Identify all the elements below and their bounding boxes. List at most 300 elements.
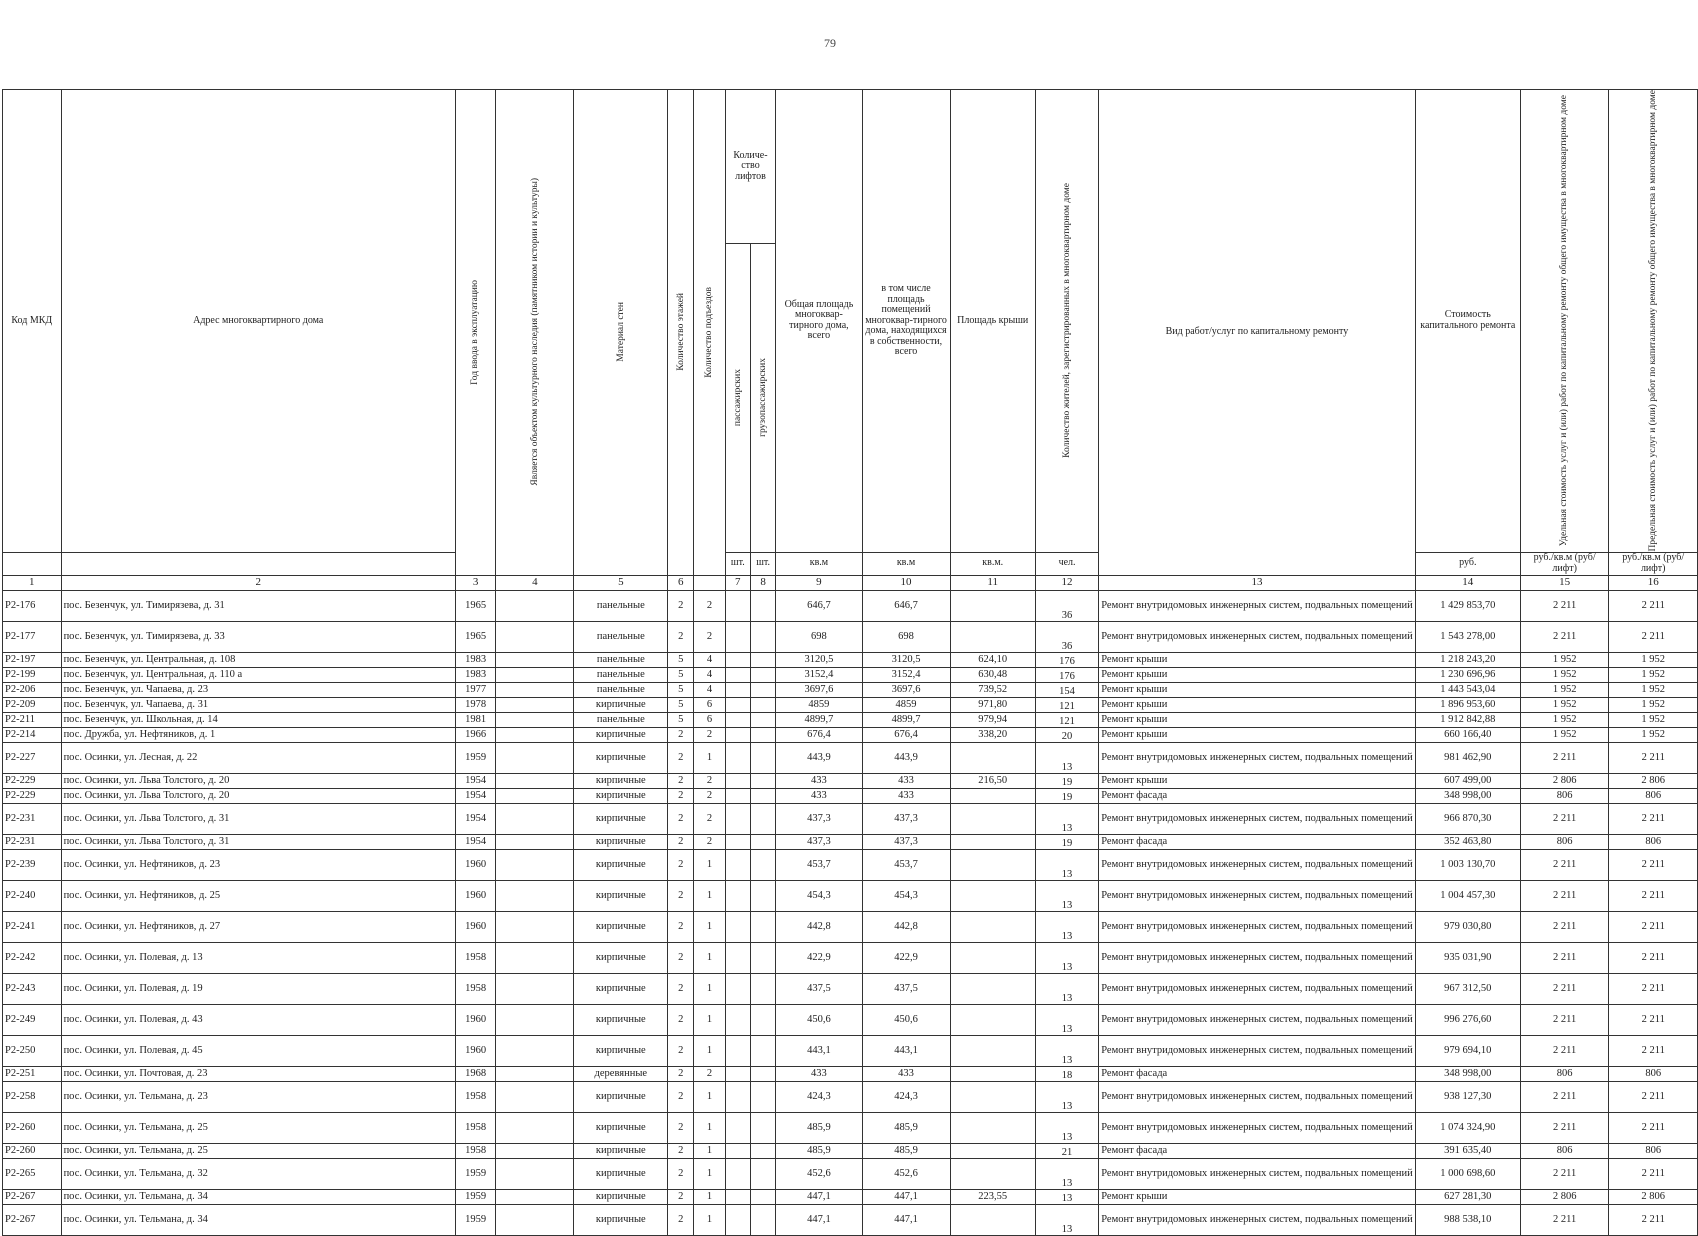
cell-lifts-passenger — [725, 652, 750, 667]
cell-entrances: 2 — [694, 803, 725, 834]
cell-unit-cost: 1 952 — [1520, 682, 1609, 697]
cell-cost: 1 000 698,60 — [1415, 1158, 1520, 1189]
cell-floors: 2 — [668, 911, 694, 942]
header-lifts: Количе-ство лифтов — [725, 90, 776, 244]
cell-address: пос. Безенчук, ул. Центральная, д. 108 — [61, 652, 455, 667]
cell-cost: 979 694,10 — [1415, 1035, 1520, 1066]
cell-work-type: Ремонт внутридомовых инженерных систем, подвальных помещений — [1099, 973, 1416, 1004]
cell-year: 1958 — [455, 1112, 495, 1143]
cell-roof-area — [950, 621, 1035, 652]
cell-floors: 2 — [668, 1158, 694, 1189]
cell-total-area: 437,5 — [776, 973, 862, 1004]
table-row — [3, 1204, 1698, 1235]
cell-work-type: Ремонт фасада — [1099, 788, 1416, 803]
cell-total-area: 3120,5 — [776, 652, 862, 667]
cell-residents: 13 — [1035, 1204, 1098, 1235]
cell-address: пос. Безенчук, ул. Чапаева, д. 23 — [61, 682, 455, 697]
unit-roof-area: кв.м. — [950, 552, 1035, 575]
cell-roof-area — [950, 803, 1035, 834]
cell-cost: 1 074 324,90 — [1415, 1112, 1520, 1143]
cell-address: пос. Осинки, ул. Полевая, д. 45 — [61, 1035, 455, 1066]
cell-work-type: Ремонт крыши — [1099, 697, 1416, 712]
cell-code: Р2-229 — [3, 773, 62, 788]
cell-residents: 154 — [1035, 682, 1098, 697]
cell-year: 1977 — [455, 682, 495, 697]
table-row — [3, 942, 1698, 973]
cell-unit-cost: 2 211 — [1520, 880, 1609, 911]
unit-address — [61, 552, 455, 575]
cell-address: пос. Осинки, ул. Льва Толстого, д. 31 — [61, 803, 455, 834]
cell-total-area: 3697,6 — [776, 682, 862, 697]
cell-roof-area — [950, 1004, 1035, 1035]
cell-lifts-cargo — [750, 1066, 775, 1081]
cell-total-area: 433 — [776, 788, 862, 803]
cell-premises-area: 447,1 — [862, 1189, 950, 1204]
cell-code: Р2-231 — [3, 803, 62, 834]
cell-walls: кирпичные — [574, 1204, 668, 1235]
cell-cost: 660 166,40 — [1415, 727, 1520, 742]
cell-year: 1965 — [455, 590, 495, 621]
unit-limit-cost: руб./кв.м (руб/лифт) — [1609, 552, 1698, 575]
cell-entrances: 1 — [694, 942, 725, 973]
cell-unit-cost: 2 211 — [1520, 849, 1609, 880]
cell-heritage — [496, 590, 574, 621]
cell-lifts-passenger — [725, 742, 750, 773]
cell-roof-area — [950, 742, 1035, 773]
cell-lifts-cargo — [750, 1004, 775, 1035]
cell-lifts-cargo — [750, 803, 775, 834]
cell-code: Р2-176 — [3, 590, 62, 621]
cell-cost: 979 030,80 — [1415, 911, 1520, 942]
cell-total-area: 4859 — [776, 697, 862, 712]
cell-cost: 1 543 278,00 — [1415, 621, 1520, 652]
cell-lifts-cargo — [750, 1081, 775, 1112]
cell-walls: кирпичные — [574, 973, 668, 1004]
cell-work-type: Ремонт внутридомовых инженерных систем, подвальных помещений — [1099, 1035, 1416, 1066]
cell-heritage — [496, 667, 574, 682]
table-row — [3, 712, 1698, 727]
cell-code: Р2-206 — [3, 682, 62, 697]
cell-limit-cost: 1 952 — [1609, 652, 1698, 667]
cell-code: Р2-231 — [3, 834, 62, 849]
cell-limit-cost: 2 211 — [1609, 911, 1698, 942]
column-number: 13 — [1099, 575, 1416, 590]
header-lifts-cargo: грузопассажирских — [750, 244, 775, 552]
cell-roof-area — [950, 1204, 1035, 1235]
cell-roof-area: 338,20 — [950, 727, 1035, 742]
cell-entrances: 1 — [694, 742, 725, 773]
cell-limit-cost: 2 806 — [1609, 773, 1698, 788]
cell-code: Р2-229 — [3, 788, 62, 803]
cell-premises-area: 3120,5 — [862, 652, 950, 667]
unit-unit-cost: руб./кв.м (руб/лифт) — [1520, 552, 1609, 575]
cell-residents: 21 — [1035, 1143, 1098, 1158]
cell-work-type: Ремонт внутридомовых инженерных систем, подвальных помещений — [1099, 911, 1416, 942]
cell-lifts-passenger — [725, 1035, 750, 1066]
header-lifts-passenger: пассажирских — [725, 244, 750, 552]
cell-premises-area: 437,3 — [862, 803, 950, 834]
cell-walls: панельные — [574, 682, 668, 697]
cell-cost: 352 463,80 — [1415, 834, 1520, 849]
cell-floors: 2 — [668, 788, 694, 803]
cell-cost: 1 230 696,96 — [1415, 667, 1520, 682]
cell-total-area: 3152,4 — [776, 667, 862, 682]
cell-roof-area — [950, 880, 1035, 911]
cell-cost: 627 281,30 — [1415, 1189, 1520, 1204]
cell-limit-cost: 2 211 — [1609, 880, 1698, 911]
cell-lifts-passenger — [725, 667, 750, 682]
column-number: 9 — [776, 575, 862, 590]
cell-work-type: Ремонт внутридомовых инженерных систем, подвальных помещений — [1099, 942, 1416, 973]
cell-roof-area — [950, 849, 1035, 880]
cell-roof-area — [950, 590, 1035, 621]
cell-total-area: 424,3 — [776, 1081, 862, 1112]
cell-work-type: Ремонт крыши — [1099, 727, 1416, 742]
cell-lifts-cargo — [750, 727, 775, 742]
cell-lifts-passenger — [725, 1204, 750, 1235]
cell-total-area: 443,9 — [776, 742, 862, 773]
cell-heritage — [496, 834, 574, 849]
cell-cost: 348 998,00 — [1415, 1066, 1520, 1081]
column-number: 6 — [668, 575, 694, 590]
cell-residents: 13 — [1035, 911, 1098, 942]
cell-unit-cost: 2 806 — [1520, 773, 1609, 788]
cell-lifts-cargo — [750, 697, 775, 712]
cell-lifts-cargo — [750, 788, 775, 803]
cell-total-area: 4899,7 — [776, 712, 862, 727]
cell-code: Р2-240 — [3, 880, 62, 911]
cell-lifts-passenger — [725, 1066, 750, 1081]
cell-limit-cost: 2 211 — [1609, 1004, 1698, 1035]
cell-walls: кирпичные — [574, 697, 668, 712]
table-row — [3, 727, 1698, 742]
cell-lifts-passenger — [725, 697, 750, 712]
cell-unit-cost: 2 211 — [1520, 742, 1609, 773]
unit-lifts-cargo: шт. — [750, 552, 775, 575]
cell-lifts-cargo — [750, 1204, 775, 1235]
column-number — [694, 575, 725, 590]
cell-year: 1959 — [455, 1204, 495, 1235]
cell-residents: 121 — [1035, 697, 1098, 712]
cell-code: Р2-214 — [3, 727, 62, 742]
cell-work-type: Ремонт внутридомовых инженерных систем, подвальных помещений — [1099, 1081, 1416, 1112]
table-row — [3, 621, 1698, 652]
cell-address: пос. Безенчук, ул. Тимирязева, д. 33 — [61, 621, 455, 652]
cell-year: 1958 — [455, 1143, 495, 1158]
cell-walls: кирпичные — [574, 788, 668, 803]
capital-repair-table — [2, 89, 1698, 1236]
cell-year: 1966 — [455, 727, 495, 742]
cell-year: 1954 — [455, 834, 495, 849]
table-row — [3, 1081, 1698, 1112]
cell-cost: 1 429 853,70 — [1415, 590, 1520, 621]
cell-heritage — [496, 742, 574, 773]
cell-entrances: 2 — [694, 773, 725, 788]
cell-lifts-passenger — [725, 1004, 750, 1035]
cell-cost: 1 218 243,20 — [1415, 652, 1520, 667]
cell-heritage — [496, 773, 574, 788]
header-code: Код МКД — [3, 90, 62, 553]
column-number: 14 — [1415, 575, 1520, 590]
cell-unit-cost: 1 952 — [1520, 712, 1609, 727]
cell-code: Р2-260 — [3, 1112, 62, 1143]
cell-heritage — [496, 712, 574, 727]
cell-code: Р2-239 — [3, 849, 62, 880]
cell-address: пос. Осинки, ул. Нефтяников, д. 27 — [61, 911, 455, 942]
cell-work-type: Ремонт фасада — [1099, 1066, 1416, 1081]
cell-residents: 176 — [1035, 667, 1098, 682]
cell-cost: 1 896 953,60 — [1415, 697, 1520, 712]
cell-limit-cost: 2 211 — [1609, 942, 1698, 973]
cell-limit-cost: 1 952 — [1609, 682, 1698, 697]
cell-cost: 1 003 130,70 — [1415, 849, 1520, 880]
cell-floors: 2 — [668, 727, 694, 742]
cell-total-area: 422,9 — [776, 942, 862, 973]
cell-entrances: 6 — [694, 697, 725, 712]
cell-address: пос. Осинки, ул. Лесная, д. 22 — [61, 742, 455, 773]
cell-floors: 2 — [668, 880, 694, 911]
cell-lifts-cargo — [750, 1158, 775, 1189]
cell-premises-area: 453,7 — [862, 849, 950, 880]
cell-address: пос. Осинки, ул. Тельмана, д. 34 — [61, 1189, 455, 1204]
header-floors: Количество этажей — [668, 90, 694, 576]
cell-lifts-cargo — [750, 1189, 775, 1204]
cell-residents: 13 — [1035, 1004, 1098, 1035]
cell-walls: кирпичные — [574, 1189, 668, 1204]
cell-floors: 2 — [668, 1081, 694, 1112]
cell-heritage — [496, 1158, 574, 1189]
cell-entrances: 2 — [694, 727, 725, 742]
header-walls: Материал стен — [574, 90, 668, 576]
cell-address: пос. Осинки, ул. Полевая, д. 43 — [61, 1004, 455, 1035]
cell-lifts-cargo — [750, 773, 775, 788]
cell-code: Р2-242 — [3, 942, 62, 973]
cell-entrances: 4 — [694, 682, 725, 697]
cell-walls: панельные — [574, 621, 668, 652]
column-number: 3 — [455, 575, 495, 590]
header-premises-area: в том числе площадь помещений многоквар-тирного дома, находящихся в собственности, всего — [862, 90, 950, 553]
cell-residents: 13 — [1035, 973, 1098, 1004]
cell-residents: 13 — [1035, 1158, 1098, 1189]
cell-walls: кирпичные — [574, 773, 668, 788]
cell-residents: 18 — [1035, 1066, 1098, 1081]
cell-limit-cost: 1 952 — [1609, 727, 1698, 742]
header-roof-area: Площадь крыши — [950, 90, 1035, 553]
header-residents: Количество жителей, зарегистрированных в многоквартирном доме — [1035, 90, 1098, 553]
cell-code: Р2-250 — [3, 1035, 62, 1066]
cell-heritage — [496, 621, 574, 652]
cell-walls: кирпичные — [574, 1158, 668, 1189]
table-row — [3, 973, 1698, 1004]
cell-floors: 2 — [668, 1066, 694, 1081]
header-year: Год ввода в эксплуатацию — [455, 90, 495, 576]
cell-code: Р2-258 — [3, 1081, 62, 1112]
cell-code: Р2-199 — [3, 667, 62, 682]
cell-limit-cost: 806 — [1609, 788, 1698, 803]
column-number: 8 — [750, 575, 775, 590]
cell-lifts-cargo — [750, 1143, 775, 1158]
column-number: 4 — [496, 575, 574, 590]
cell-walls: кирпичные — [574, 1081, 668, 1112]
cell-address: пос. Осинки, ул. Тельмана, д. 23 — [61, 1081, 455, 1112]
cell-work-type: Ремонт крыши — [1099, 652, 1416, 667]
cell-total-area: 485,9 — [776, 1112, 862, 1143]
cell-limit-cost: 806 — [1609, 1066, 1698, 1081]
cell-floors: 2 — [668, 942, 694, 973]
cell-lifts-cargo — [750, 880, 775, 911]
cell-work-type: Ремонт внутридомовых инженерных систем, подвальных помещений — [1099, 1204, 1416, 1235]
cell-walls: кирпичные — [574, 742, 668, 773]
cell-heritage — [496, 1204, 574, 1235]
cell-unit-cost: 2 806 — [1520, 1189, 1609, 1204]
cell-limit-cost: 2 211 — [1609, 742, 1698, 773]
cell-lifts-cargo — [750, 849, 775, 880]
cell-work-type: Ремонт фасада — [1099, 1143, 1416, 1158]
cell-walls: кирпичные — [574, 880, 668, 911]
cell-lifts-passenger — [725, 1189, 750, 1204]
cell-heritage — [496, 1004, 574, 1035]
cell-lifts-passenger — [725, 849, 750, 880]
cell-entrances: 1 — [694, 1081, 725, 1112]
cell-total-area: 454,3 — [776, 880, 862, 911]
cell-unit-cost: 2 211 — [1520, 1004, 1609, 1035]
cell-address: пос. Безенчук, ул. Чапаева, д. 31 — [61, 697, 455, 712]
cell-total-area: 676,4 — [776, 727, 862, 742]
cell-unit-cost: 2 211 — [1520, 1158, 1609, 1189]
cell-total-area: 442,8 — [776, 911, 862, 942]
cell-work-type: Ремонт внутридомовых инженерных систем, подвальных помещений — [1099, 590, 1416, 621]
cell-heritage — [496, 788, 574, 803]
cell-roof-area: 216,50 — [950, 773, 1035, 788]
cell-residents: 19 — [1035, 834, 1098, 849]
table-row — [3, 1112, 1698, 1143]
cell-residents: 19 — [1035, 773, 1098, 788]
cell-premises-area: 4899,7 — [862, 712, 950, 727]
cell-floors: 2 — [668, 1035, 694, 1066]
cell-address: пос. Осинки, ул. Полевая, д. 13 — [61, 942, 455, 973]
table-row — [3, 1035, 1698, 1066]
cell-code: Р2-267 — [3, 1204, 62, 1235]
cell-lifts-passenger — [725, 1158, 750, 1189]
cell-lifts-cargo — [750, 942, 775, 973]
cell-residents: 13 — [1035, 803, 1098, 834]
cell-premises-area: 454,3 — [862, 880, 950, 911]
cell-work-type: Ремонт крыши — [1099, 682, 1416, 697]
table-row — [3, 880, 1698, 911]
cell-roof-area: 971,80 — [950, 697, 1035, 712]
cell-work-type: Ремонт крыши — [1099, 773, 1416, 788]
cell-work-type: Ремонт крыши — [1099, 712, 1416, 727]
unit-residents: чел. — [1035, 552, 1098, 575]
cell-address: пос. Осинки, ул. Почтовая, д. 23 — [61, 1066, 455, 1081]
cell-lifts-cargo — [750, 911, 775, 942]
cell-floors: 2 — [668, 1112, 694, 1143]
cell-entrances: 1 — [694, 880, 725, 911]
cell-year: 1960 — [455, 911, 495, 942]
cell-floors: 2 — [668, 973, 694, 1004]
cell-roof-area — [950, 1143, 1035, 1158]
cell-floors: 2 — [668, 742, 694, 773]
cell-lifts-cargo — [750, 621, 775, 652]
cell-cost: 981 462,90 — [1415, 742, 1520, 773]
cell-entrances: 2 — [694, 788, 725, 803]
cell-work-type: Ремонт внутридомовых инженерных систем, подвальных помещений — [1099, 880, 1416, 911]
cell-year: 1968 — [455, 1066, 495, 1081]
header-cost: Стоимость капитального ремонта — [1415, 90, 1520, 553]
cell-limit-cost: 2 211 — [1609, 803, 1698, 834]
cell-lifts-passenger — [725, 773, 750, 788]
cell-limit-cost: 2 211 — [1609, 1081, 1698, 1112]
cell-premises-area: 447,1 — [862, 1204, 950, 1235]
cell-premises-area: 437,3 — [862, 834, 950, 849]
column-number: 5 — [574, 575, 668, 590]
cell-walls: кирпичные — [574, 911, 668, 942]
cell-premises-area: 422,9 — [862, 942, 950, 973]
cell-unit-cost: 1 952 — [1520, 697, 1609, 712]
cell-limit-cost: 2 211 — [1609, 1158, 1698, 1189]
cell-address: пос. Осинки, ул. Нефтяников, д. 25 — [61, 880, 455, 911]
cell-roof-area — [950, 788, 1035, 803]
cell-unit-cost: 1 952 — [1520, 667, 1609, 682]
cell-lifts-cargo — [750, 742, 775, 773]
cell-residents: 36 — [1035, 590, 1098, 621]
cell-entrances: 1 — [694, 1035, 725, 1066]
cell-lifts-cargo — [750, 834, 775, 849]
cell-roof-area — [950, 1112, 1035, 1143]
cell-work-type: Ремонт внутридомовых инженерных систем, подвальных помещений — [1099, 803, 1416, 834]
table-row — [3, 1004, 1698, 1035]
cell-floors: 2 — [668, 773, 694, 788]
header-limit-cost: Предельная стоимость услуг и (или) работ по капитальному ремонту общего имущества в многоквартирном доме — [1609, 90, 1698, 553]
cell-limit-cost: 806 — [1609, 834, 1698, 849]
cell-floors: 2 — [668, 1204, 694, 1235]
table-row — [3, 911, 1698, 942]
cell-work-type: Ремонт фасада — [1099, 834, 1416, 849]
cell-entrances: 1 — [694, 1158, 725, 1189]
cell-entrances: 1 — [694, 849, 725, 880]
cell-floors: 2 — [668, 590, 694, 621]
cell-floors: 5 — [668, 712, 694, 727]
cell-lifts-cargo — [750, 973, 775, 1004]
cell-heritage — [496, 1189, 574, 1204]
cell-year: 1958 — [455, 973, 495, 1004]
table-row — [3, 1143, 1698, 1158]
cell-heritage — [496, 911, 574, 942]
cell-lifts-passenger — [725, 727, 750, 742]
cell-walls: панельные — [574, 590, 668, 621]
cell-code: Р2-265 — [3, 1158, 62, 1189]
cell-walls: кирпичные — [574, 942, 668, 973]
cell-total-area: 485,9 — [776, 1143, 862, 1158]
cell-address: пос. Осинки, ул. Тельмана, д. 25 — [61, 1112, 455, 1143]
cell-floors: 5 — [668, 652, 694, 667]
cell-limit-cost: 2 211 — [1609, 621, 1698, 652]
table-row — [3, 1158, 1698, 1189]
cell-premises-area: 433 — [862, 1066, 950, 1081]
cell-premises-area: 452,6 — [862, 1158, 950, 1189]
cell-lifts-cargo — [750, 1112, 775, 1143]
cell-heritage — [496, 973, 574, 1004]
cell-walls: кирпичные — [574, 1035, 668, 1066]
cell-premises-area: 646,7 — [862, 590, 950, 621]
column-number-row — [3, 575, 1698, 590]
cell-entrances: 1 — [694, 1004, 725, 1035]
cell-residents: 13 — [1035, 1081, 1098, 1112]
cell-address: пос. Осинки, ул. Льва Толстого, д. 20 — [61, 788, 455, 803]
table-row — [3, 849, 1698, 880]
unit-premises-area: кв.м — [862, 552, 950, 575]
cell-total-area: 453,7 — [776, 849, 862, 880]
